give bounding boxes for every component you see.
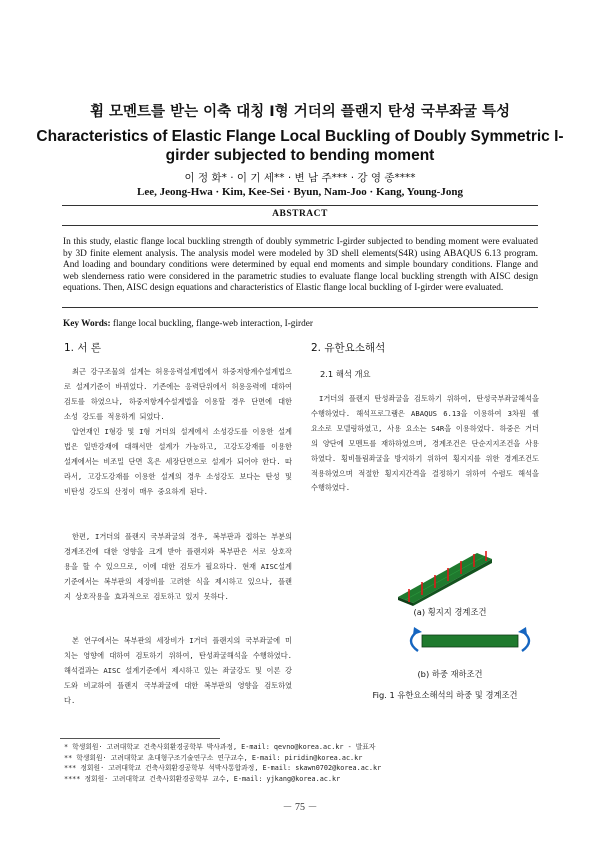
title-english: Characteristics of Elastic Flange Local Buckling of Doubly Symmetric I-girder subjected to bending moment [36, 128, 564, 164]
keywords-label: Key Words: [63, 319, 111, 329]
figure-label-b: (b) 하중 재하조건 [417, 669, 483, 679]
right-arrowhead-icon [518, 627, 527, 635]
girder-elevation [422, 635, 518, 647]
keywords-text: flange local buckling, flange-web interaction, I-girder [110, 319, 313, 329]
left-arrowhead-icon [413, 627, 422, 635]
section-2-1-heading: 2.1 해석 개요 [320, 369, 371, 379]
abstract-heading: ABSTRACT [272, 209, 328, 219]
section-1-heading: 1. 서 론 [64, 342, 101, 354]
footnote-2: ** 학생회원· 고려대학교 초대형구조기술연구소 연구교수, E-mail: piridin@korea.ac.kr [64, 753, 363, 762]
footnote-rule [60, 738, 220, 739]
abstract-top-rule [62, 205, 538, 206]
authors-english: Lee, Jeong-Hwa · Kim, Kee-Sei · Byun, Nam-Joo · Kang, Young-Jong [137, 186, 463, 198]
abstract-heading-rule [62, 225, 538, 226]
girder-loading-figure [400, 617, 540, 663]
girder-lateral-support-figure [395, 549, 495, 606]
footnotes [64, 742, 544, 784]
footnote-3: *** 정회원· 고려대학교 건축사회환경공학부 석박사통합과정, E-mail: skawn0702@korea.ac.kr [64, 764, 382, 773]
figure-label-a: (a) 횡지지 경계조건 [413, 607, 487, 617]
section-1-paragraph-3: 한편, I거더의 플랜지 국부좌굴의 경우, 복부판과 접하는 부분의 경계조건에 대한 영향을 크게 받아 플랜지와 복부판은 서로 상호작용을 할 수 있으므로, 이에 대한 검토가 필요하다. 현재 AISC설계기준에서는 복부판의 세장비를 고려한 식을 제시하고 있으나, 플랜지 상호작용을 효과적으로 검토하고 있지 못하다. [64, 532, 292, 601]
footnote-1: * 학생회원· 고려대학교 건축사회환경공학부 박사과정, E-mail: qevno@korea.ac.kr - 발표자 [64, 743, 376, 751]
girder-web-line [405, 556, 485, 600]
figure-caption: Fig. 1 유한요소해석의 하중 및 경계조건 [372, 690, 518, 700]
section-1-paragraph-4: 본 연구에서는 복부판의 세장비가 I거더 플랜지의 국부좌굴에 미치는 영향에 대하여 검토하기 위하여, 탄성좌굴해석을 수행하였다. 해석결과는 AISC 설계기준에서 제시하고 있는 좌굴강도 및 이론 강도와 비교하여 플랜지 국부좌굴에 대한 복부판의 영향을 검토하였다. [64, 636, 292, 705]
abstract-bottom-rule [62, 307, 538, 308]
section-1-paragraph-1: 최근 강구조물의 설계는 허용응력설계법에서 하중저항계수설계법으로 설계기준이 바뀌었다. 기존에는 응력단위에서 허용응력에 대하여 검토를 하였으나, 하중저항계수설계법을 이용할 경우 단면에 대한 소성 강도를 적용하게 되었다. [64, 367, 292, 421]
keywords [63, 319, 538, 329]
section-1-paragraph-2: 압연재인 I형강 및 I형 거더의 설계에서 소성강도를 이용한 설계법은 일반강재에 대해서만 설계가 가능하고, 고강도강재를 이용한 설계에서는 비조밀 단면 혹은 세장단면으로 설계가 되어야 한다. 따라서, 고강도강재를 이용한 설계의 경우 소성강도 보다는 탄성 및 비탄성 강도의 산정이 매우 중요하게 된다. [64, 427, 292, 496]
authors-korean: 이 정 화* · 이 기 세** · 변 남 주*** · 강 영 종**** [184, 172, 416, 184]
page-number: － 75 － [282, 802, 318, 813]
footnote-4: **** 정회원· 고려대학교 건축사회환경공학부 교수, E-mail: yjkang@korea.ac.kr [64, 774, 341, 783]
section-2-heading: 2. 유한요소해석 [311, 342, 386, 354]
abstract-body: In this study, elastic flange local buckling strength of doubly symmetric I-girder subjected to bending moment were evaluated by 3D finite element analysis. The analysis model were modeled by 3D shell elements(S4R) using ABAQUS 6.13 program. And loading and boundary conditions were determined by equal end moments and simple boundary conditions. Flange and web slenderness ratio were considered in the parametric studies to evaluate flange local buckling strength with AISC design equations. Then, AISC design equations and characteristics of Elastic flange local buckling of I-girder were evaluated. [63, 237, 538, 294]
section-2-paragraph-1: I거더의 플랜지 탄성좌굴을 검토하기 위하여, 탄성국부좌굴해석을 수행하였다. 해석프로그램은 ABAQUS 6.13을 이용하여 3차원 쉘 요소로 모델링하였고, 사용 요소는 S4R을 이용하였다. 하중은 거더의 양단에 모멘트를 재하하였으며, 경계조건은 단순지지조건을 사용하였다. 횡비틀림좌굴을 방지하기 위하여 횡지지를 위한 경계조건도 적용하였으며 적절한 횡지지간격을 결정하기 위하여 수렴도 해석을 수행하였다. [311, 394, 539, 493]
title-korean: 휨 모멘트를 받는 이축 대칭 I형 거더의 플랜지 탄성 국부좌굴 특성 [89, 104, 511, 120]
